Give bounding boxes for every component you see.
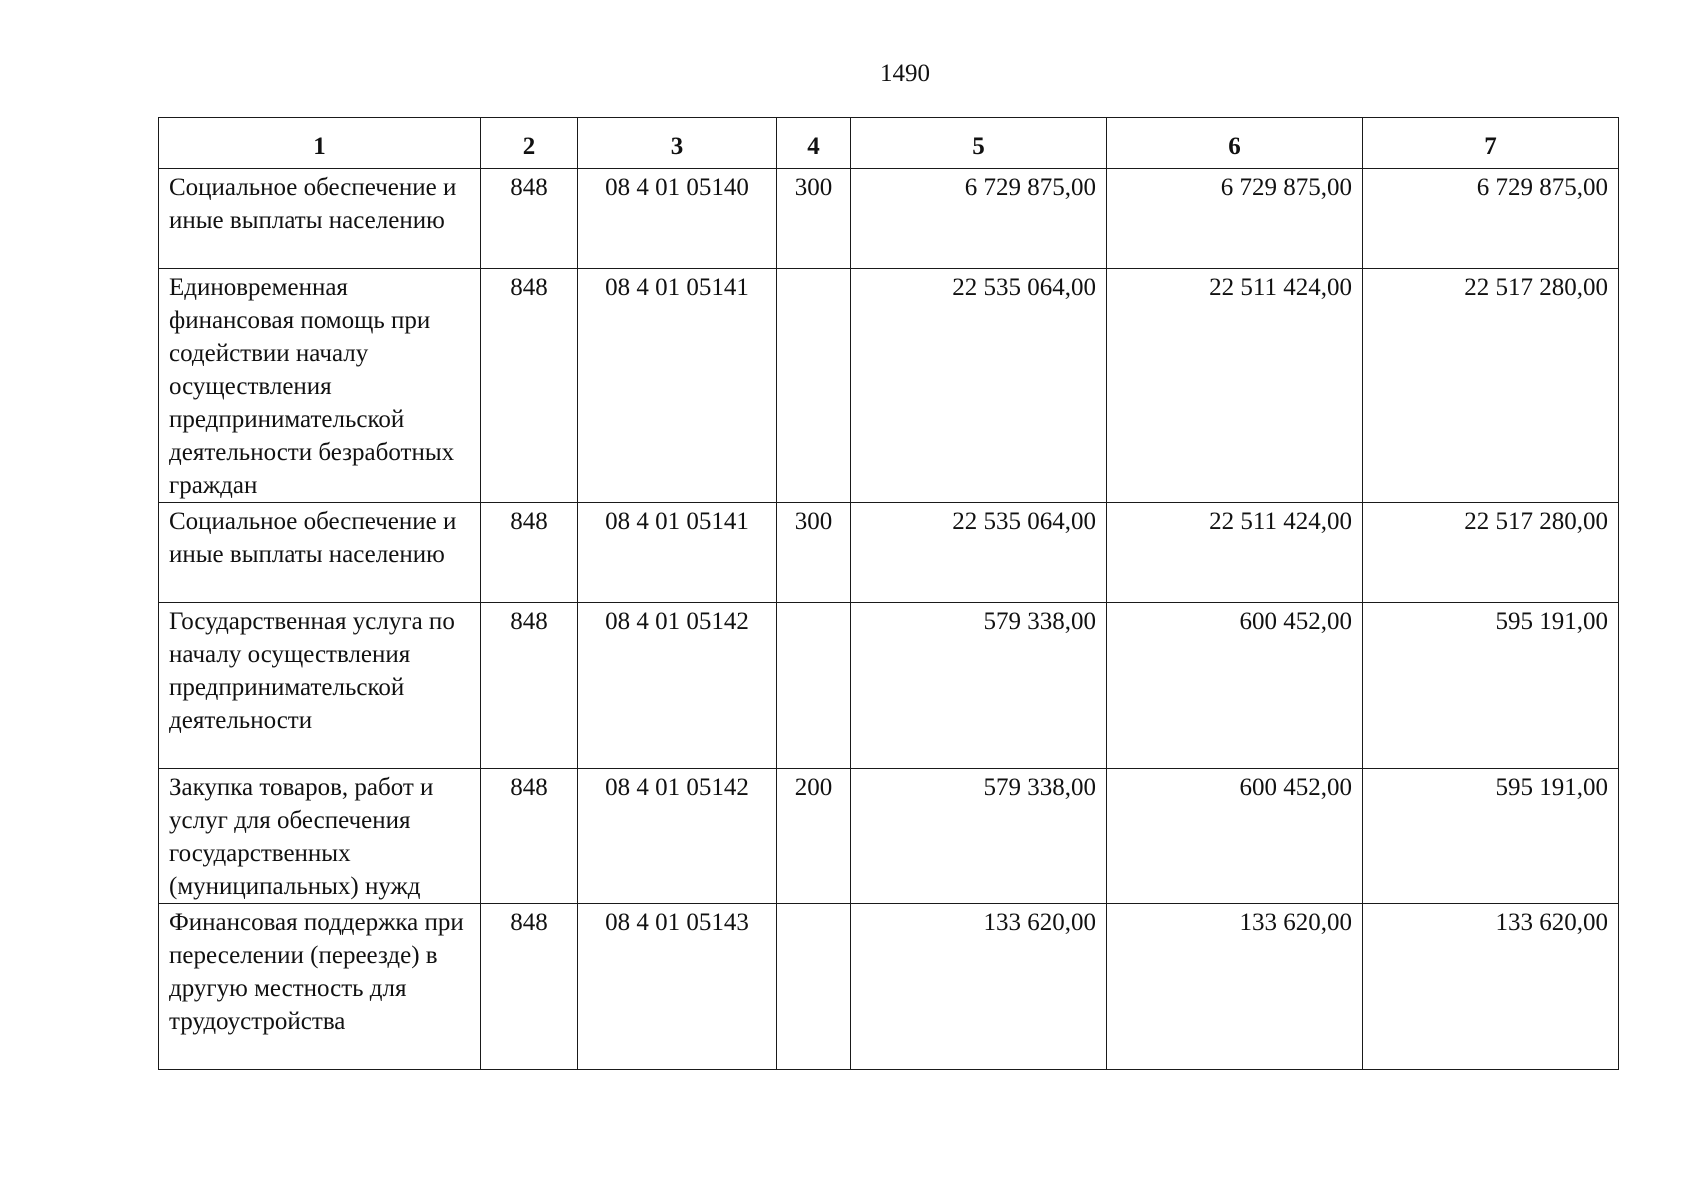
row-code-cell: 848 [481, 603, 578, 769]
row-name-cell: Единовременная финансовая помощь при содействии началу осуществления предпринимательской деятельности безработных граждан [159, 269, 481, 503]
row-amount-cell: 22 511 424,00 [1107, 503, 1363, 603]
column-header: 6 [1107, 118, 1363, 169]
row-amount-cell: 133 620,00 [851, 904, 1107, 1070]
row-amount-cell: 600 452,00 [1107, 769, 1363, 904]
column-header: 2 [481, 118, 578, 169]
row-amount-cell: 22 511 424,00 [1107, 269, 1363, 503]
row-amount-cell: 600 452,00 [1107, 603, 1363, 769]
column-header: 7 [1363, 118, 1619, 169]
table-header-row [159, 118, 1619, 169]
row-type-cell [777, 269, 851, 503]
row-name-cell: Социальное обеспечение и иные выплаты населению [159, 503, 481, 603]
row-target-cell: 08 4 01 05141 [578, 503, 777, 603]
row-code-cell: 848 [481, 503, 578, 603]
row-code-cell: 848 [481, 904, 578, 1070]
row-target-cell: 08 4 01 05143 [578, 904, 777, 1070]
row-amount-cell: 133 620,00 [1107, 904, 1363, 1070]
column-header: 1 [159, 118, 481, 169]
row-amount-cell: 22 535 064,00 [851, 269, 1107, 503]
row-amount-cell: 595 191,00 [1363, 769, 1619, 904]
row-type-cell: 300 [777, 503, 851, 603]
row-amount-cell: 22 517 280,00 [1363, 269, 1619, 503]
table-row [159, 269, 1619, 503]
column-header: 4 [777, 118, 851, 169]
row-amount-cell: 6 729 875,00 [1107, 169, 1363, 269]
page-number: 1490 [880, 60, 930, 87]
row-name-cell: Государственная услуга по началу осуществления предпринимательской деятельности [159, 603, 481, 769]
row-name-cell: Социальное обеспечение и иные выплаты населению [159, 169, 481, 269]
row-type-cell [777, 904, 851, 1070]
row-name-cell: Финансовая поддержка при переселении (переезде) в другую местность для трудоустройства [159, 904, 481, 1070]
row-target-cell: 08 4 01 05142 [578, 603, 777, 769]
row-amount-cell: 133 620,00 [1363, 904, 1619, 1070]
row-type-cell: 300 [777, 169, 851, 269]
row-name-cell: Закупка товаров, работ и услуг для обеспечения государственных (муниципальных) нужд [159, 769, 481, 904]
table-row [159, 503, 1619, 603]
row-target-cell: 08 4 01 05141 [578, 269, 777, 503]
row-amount-cell: 579 338,00 [851, 769, 1107, 904]
row-amount-cell: 595 191,00 [1363, 603, 1619, 769]
table-row [159, 769, 1619, 904]
table-row [159, 169, 1619, 269]
row-code-cell: 848 [481, 769, 578, 904]
row-target-cell: 08 4 01 05142 [578, 769, 777, 904]
row-code-cell: 848 [481, 169, 578, 269]
row-amount-cell: 22 517 280,00 [1363, 503, 1619, 603]
row-amount-cell: 6 729 875,00 [851, 169, 1107, 269]
row-amount-cell: 22 535 064,00 [851, 503, 1107, 603]
row-amount-cell: 579 338,00 [851, 603, 1107, 769]
row-type-cell [777, 603, 851, 769]
table-row [159, 904, 1619, 1070]
column-header: 3 [578, 118, 777, 169]
budget-table [158, 117, 1619, 1070]
row-code-cell: 848 [481, 269, 578, 503]
column-header: 5 [851, 118, 1107, 169]
row-type-cell: 200 [777, 769, 851, 904]
table-row [159, 603, 1619, 769]
row-amount-cell: 6 729 875,00 [1363, 169, 1619, 269]
row-target-cell: 08 4 01 05140 [578, 169, 777, 269]
